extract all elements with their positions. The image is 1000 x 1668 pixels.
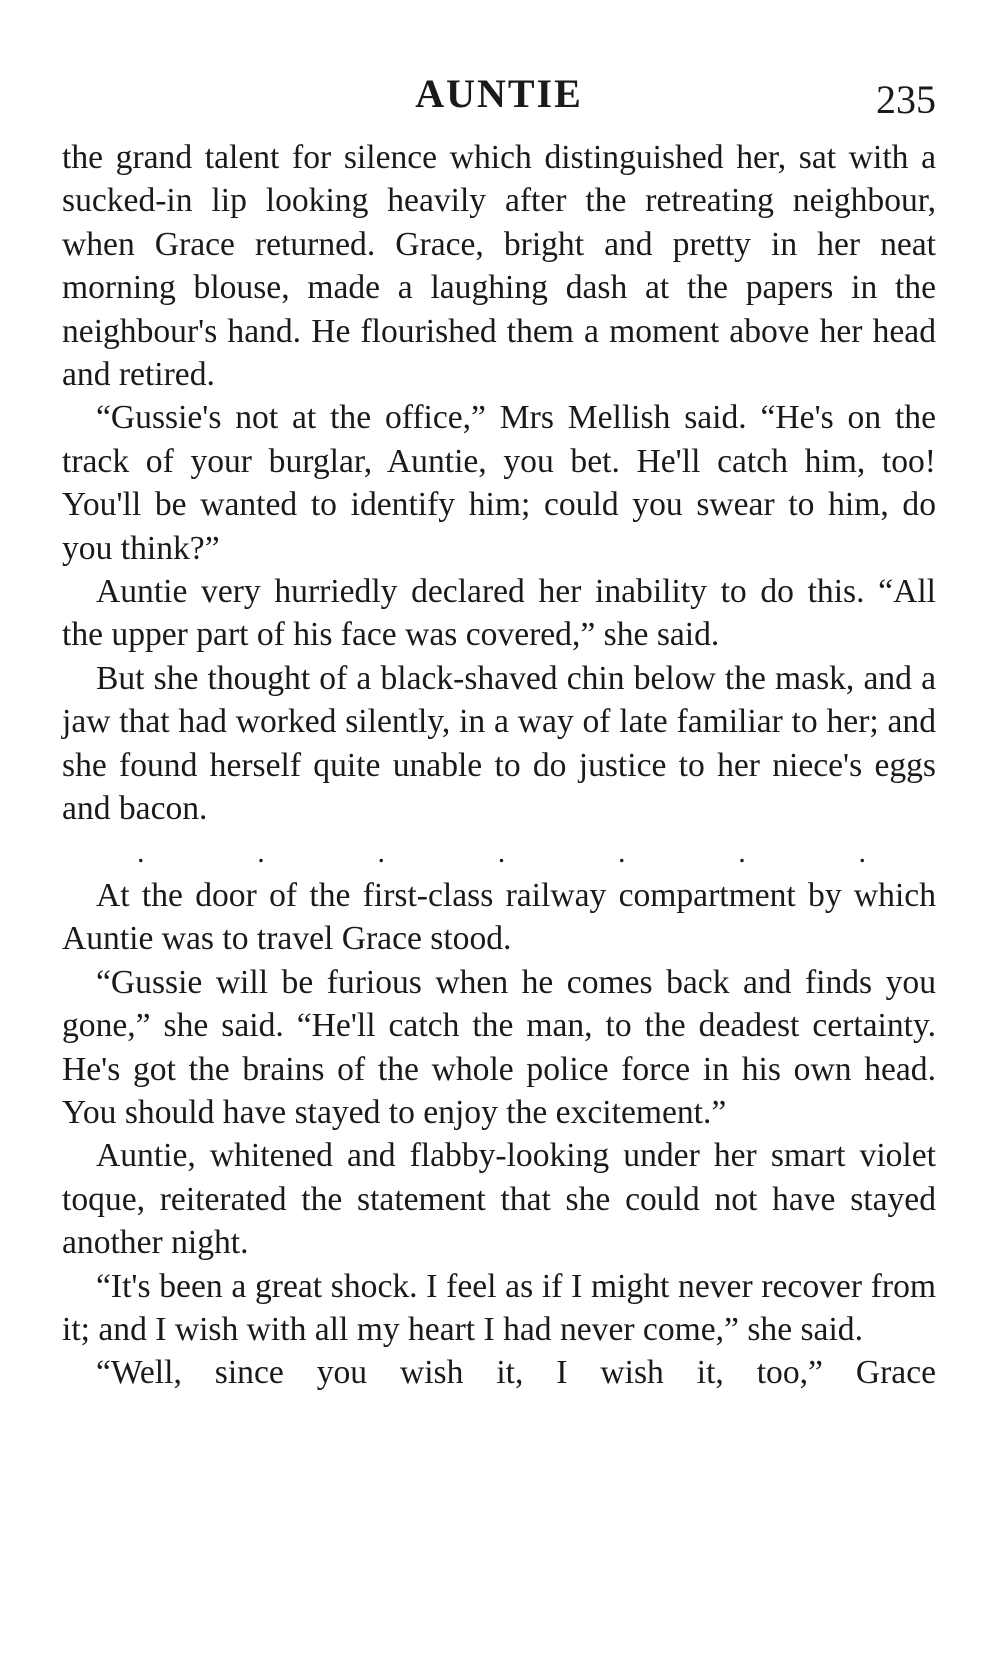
paragraph: “Gussie will be furious when he comes back and finds you gone,” she said. “He'll catch the man, to the deadest certainty. He's got the brains of the whole police force in his own head. You should have stayed to enjoy the excitement.” xyxy=(62,963,936,1131)
section-break-dot: . xyxy=(137,835,145,869)
section-break xyxy=(62,831,936,874)
section-break-dot: . xyxy=(858,835,866,869)
section-break-dot: . xyxy=(738,835,746,869)
paragraph: But she thought of a black-shaved chin below the mask, and a jaw that had worked silently, in a way of late familiar to her; and she found herself quite unable to do justice to her niece's eggs and bacon. xyxy=(62,659,936,828)
section-break-dot: . xyxy=(377,835,385,869)
page-number: 235 xyxy=(876,77,936,122)
paragraph: the grand talent for silence which distinguished her, sat with a sucked-in lip looking heavily after the retreating neighbour, when Grace returned. Grace, bright and pretty in her neat morning blouse, made a laughing dash at the papers in the neighbour's hand. He flourished them a moment above her head and retired. xyxy=(62,139,936,394)
paragraph: “Gussie's not at the office,” Mrs Mellish said. “He's on the track of your burglar, Auntie, you bet. He'll catch him, too! You'll be wanted to identify him; could you swear to him, do you think?” xyxy=(62,399,936,567)
paragraph: “It's been a great shock. I feel as if I might never recover from it; and I wish with all my heart I had never come,” she said. xyxy=(62,1267,936,1348)
page-header xyxy=(62,70,936,136)
section-break-dot: . xyxy=(257,835,265,869)
book-page xyxy=(62,70,936,1395)
paragraph: At the door of the first-class railway compartment by which Auntie was to travel Grace stood. xyxy=(62,876,936,958)
body-text xyxy=(62,136,936,1395)
section-break-dot: . xyxy=(497,835,506,869)
paragraph: “Well, since you wish it, I wish it, too,” Grace xyxy=(96,1354,936,1392)
running-title: AUNTIE xyxy=(415,71,583,116)
paragraph: Auntie very hurriedly declared her inability to do this. “All the upper part of his face was covered,” she said. xyxy=(62,573,936,654)
paragraph: Auntie, whitened and flabby-looking under her smart violet toque, reiterated the statement that she could not have stayed another night. xyxy=(62,1137,936,1262)
section-break-dot: . xyxy=(618,835,626,869)
